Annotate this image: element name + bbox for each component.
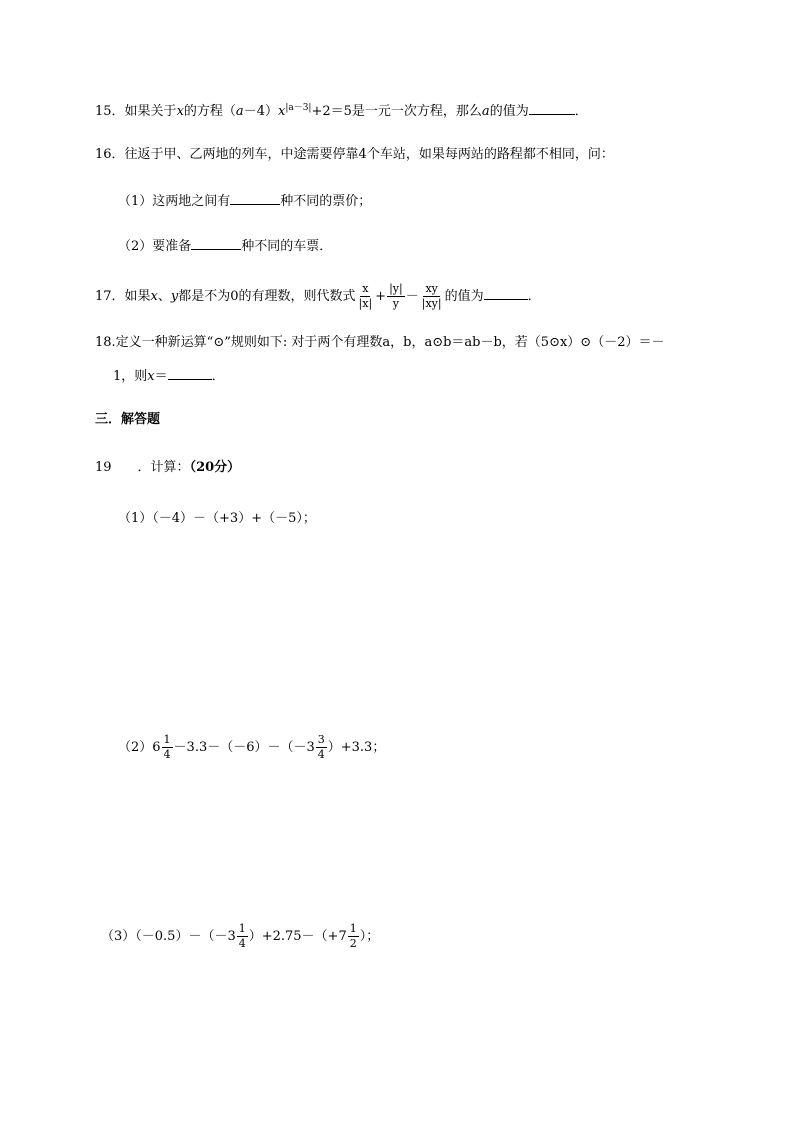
q16-p2-text-b: 种不同的车票． (241, 239, 333, 254)
q17-var-x: x (150, 289, 158, 304)
q15-text-3: －4） (243, 104, 278, 119)
q19-p3-f1-denominator: 4 (238, 937, 246, 950)
q17-fraction-3 (420, 283, 444, 310)
q15-text-1: 如果关于 (124, 104, 177, 119)
q17-fraction-2 (387, 283, 405, 310)
q17-f3-numerator: xy (425, 282, 438, 295)
q17-text-2: 都是不为0的有理数，则代数式 (178, 289, 356, 304)
q16-text: 16．往返于甲、乙两地的列车，中途需要停靠4个车站，如果每两站的路程都不相同，问： (95, 147, 614, 162)
q17-answer-blank[interactable] (484, 285, 528, 300)
q19-p3-f2-denominator: 2 (349, 937, 357, 950)
q18-text-line-1: 18.定义一种新运算“⊙”规则如下: 对于两个有理数a，b，a⊙b＝ab－b，若（5⊙x）⊙（－2）＝－ (95, 335, 665, 350)
q19-p1-expression: （1）（－4）－（+3）+（－5）； (118, 511, 316, 526)
q19-p2-f2-denominator: 4 (317, 748, 325, 761)
q19-p3-fraction-1 (237, 923, 248, 950)
q15-end: ． (574, 104, 588, 119)
q19-p2-f1-numerator: 1 (163, 733, 171, 746)
q17-minus: － (405, 289, 419, 304)
q15-text-2: 的方程（ (183, 104, 236, 119)
q16-p2-answer-blank[interactable] (191, 235, 241, 250)
q19-p2-text-a: （2）6 (118, 740, 161, 755)
q18-var-x: x (147, 369, 155, 384)
q19-p2-f1-denominator: 4 (163, 748, 171, 761)
q19-p3-f1-numerator: 1 (238, 922, 246, 935)
q15-exponent: |a－3| (285, 103, 312, 113)
q17-plus: + (375, 289, 387, 304)
q18-text-2a: 1，则 (113, 369, 148, 384)
q15-text-5: 的值为 (489, 104, 529, 119)
q17-sep: 、 (157, 289, 171, 304)
q16-p2-text-a: （2）要准备 (118, 239, 192, 254)
q18-answer-blank[interactable] (168, 365, 212, 380)
q18-text-2b: ＝ (154, 369, 168, 384)
q17-f1-denominator: |x| (358, 297, 373, 310)
question-16 (95, 145, 614, 165)
question-18-line-1 (95, 333, 664, 353)
q19-p3-fraction-2 (348, 923, 359, 950)
q16-p1-text-a: （1）这两地之间有 (118, 194, 231, 209)
question-18-line-2 (113, 365, 225, 387)
q15-var-a2: a (481, 104, 490, 119)
q19-score: （20分） (189, 460, 241, 475)
q19-p2-fraction-1 (162, 734, 173, 761)
q17-end: ． (527, 289, 541, 304)
q19-p2-text-b: －3.3－（－6）－（－3 (173, 740, 315, 755)
q17-f3-denominator: |xy| (421, 297, 442, 310)
q19-title: ．计算： (137, 460, 190, 475)
q19-part-3 (101, 917, 379, 957)
q17-fraction-1 (357, 283, 375, 310)
q17-text-3: 的值为 (444, 289, 484, 304)
q19-p2-fraction-2 (316, 734, 327, 761)
q15-number: 15． (95, 104, 125, 119)
q19-part-2 (118, 728, 385, 768)
q16-p1-text-b: 种不同的票价； (280, 194, 372, 209)
q19-part-1 (118, 509, 316, 529)
q17-var-y: y (170, 289, 179, 304)
q19-p3-text-c: ）； (359, 929, 380, 944)
question-19 (95, 458, 240, 478)
q19-p2-text-c: ）+3.3； (327, 740, 386, 755)
q16-part-1 (118, 190, 371, 212)
q15-answer-blank[interactable] (529, 100, 575, 115)
q15-var-x: x (176, 104, 184, 119)
q18-end: ． (211, 369, 225, 384)
question-15 (95, 100, 588, 123)
q15-var-x2: x (277, 104, 286, 119)
q16-p1-answer-blank[interactable] (230, 190, 280, 205)
q19-p2-f2-numerator: 3 (317, 733, 325, 746)
section-3-heading: 三．解答题 (95, 412, 161, 427)
q15-var-a: a (235, 104, 244, 119)
q17-f1-numerator: x (362, 282, 369, 295)
q16-part-2 (118, 235, 332, 257)
q19-p3-f2-numerator: 1 (349, 922, 357, 935)
q17-f2-numerator: |y| (389, 282, 403, 295)
q17-f2-denominator: y (392, 297, 399, 310)
q19-number: 19 (95, 460, 112, 475)
question-17 (95, 277, 541, 317)
q19-p3-text-a: （3）（－0.5）－（－3 (101, 929, 236, 944)
q15-text-4: +2＝5是一元一次方程，那么 (311, 104, 482, 119)
q17-text-1: 17．如果 (95, 289, 151, 304)
q19-p3-text-b: ）+2.75－（+7 (248, 929, 347, 944)
